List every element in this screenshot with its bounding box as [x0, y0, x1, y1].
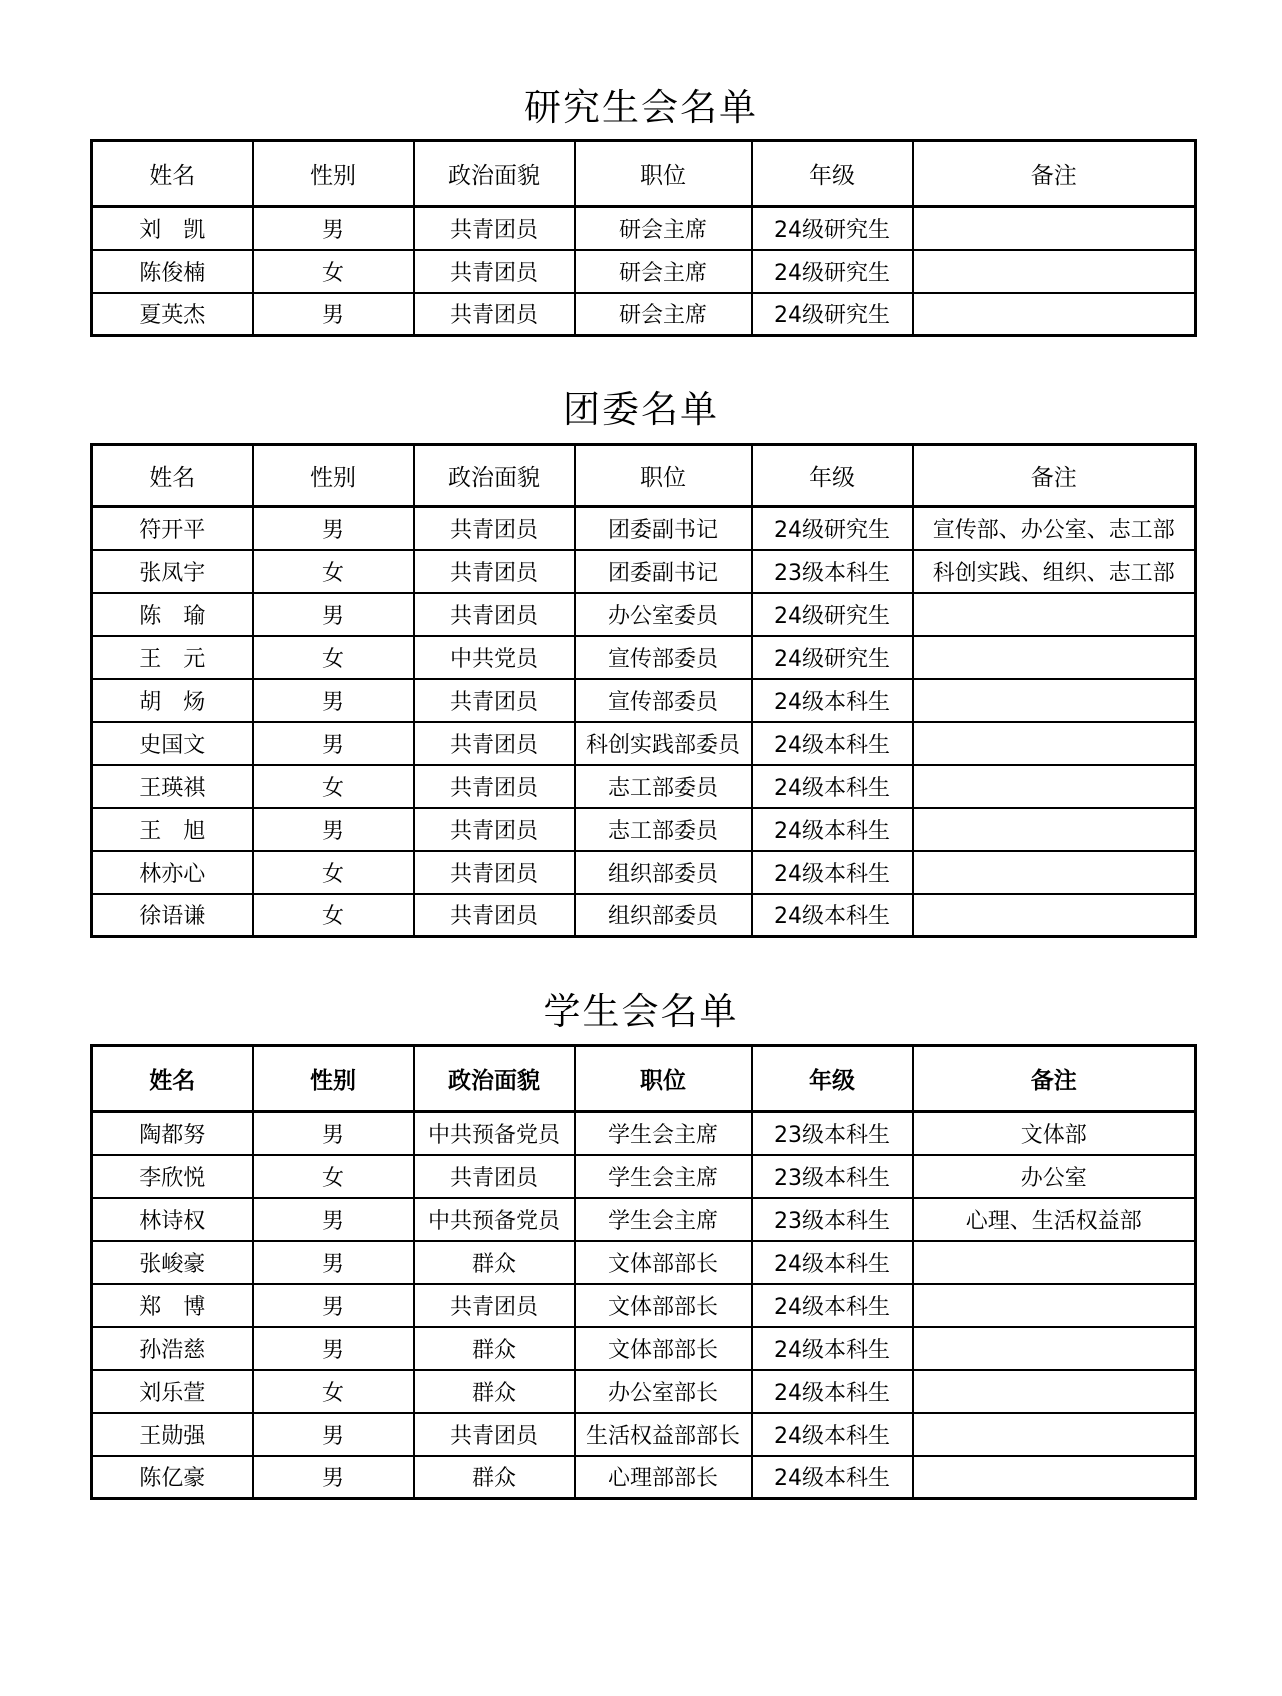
column-header-remarks: 备注: [913, 445, 1196, 507]
grade-cell: 23级本科生: [752, 1155, 913, 1198]
column-header-gender: 性别: [253, 141, 414, 207]
column-header-position: 职位: [575, 445, 752, 507]
column-header-remarks: 备注: [913, 1046, 1196, 1112]
table-row: [92, 679, 1196, 722]
remarks-cell: [913, 808, 1196, 851]
column-header-position: 职位: [575, 141, 752, 207]
name-cell: 王勋强: [92, 1413, 253, 1456]
remarks-cell: [913, 679, 1196, 722]
table-row: [92, 550, 1196, 593]
table-row: [92, 293, 1196, 336]
grade-cell: 24级研究生: [752, 507, 913, 550]
table-body: [92, 507, 1196, 937]
remarks-cell: [913, 250, 1196, 293]
gender-cell: 女: [253, 851, 414, 894]
grade-cell: 24级本科生: [752, 808, 913, 851]
position-cell: 研会主席: [575, 293, 752, 336]
gender-cell: 男: [253, 808, 414, 851]
column-header-grade: 年级: [752, 445, 913, 507]
name-cell: 刘乐萱: [92, 1370, 253, 1413]
political-status-cell: 共青团员: [414, 722, 575, 765]
political-status-cell: 共青团员: [414, 894, 575, 937]
column-header-gender: 性别: [253, 1046, 414, 1112]
name-cell: 徐语谦: [92, 894, 253, 937]
position-cell: 宣传部委员: [575, 679, 752, 722]
grade-cell: 24级研究生: [752, 293, 913, 336]
political-status-cell: 共青团员: [414, 593, 575, 636]
remarks-cell: 办公室: [913, 1155, 1196, 1198]
remarks-cell: [913, 894, 1196, 937]
position-cell: 志工部委员: [575, 808, 752, 851]
political-status-cell: 共青团员: [414, 765, 575, 808]
grade-cell: 24级研究生: [752, 250, 913, 293]
youth-league-table: [90, 443, 1197, 938]
position-cell: 学生会主席: [575, 1198, 752, 1241]
remarks-cell: [913, 1456, 1196, 1499]
position-cell: 志工部委员: [575, 765, 752, 808]
remarks-cell: [913, 1327, 1196, 1370]
column-header-gender: 性别: [253, 445, 414, 507]
political-status-cell: 共青团员: [414, 808, 575, 851]
section-title-student-union: 学生会名单: [543, 990, 739, 1033]
remarks-cell: [913, 636, 1196, 679]
political-status-cell: 群众: [414, 1327, 575, 1370]
remarks-cell: [913, 1241, 1196, 1284]
political-status-cell: 共青团员: [414, 250, 575, 293]
table-row: [92, 808, 1196, 851]
name-cell: 王瑛祺: [92, 765, 253, 808]
name-cell: 陈俊楠: [92, 250, 253, 293]
table-row: [92, 207, 1196, 250]
grade-cell: 24级本科生: [752, 894, 913, 937]
position-cell: 生活权益部部长: [575, 1413, 752, 1456]
table-row: [92, 1370, 1196, 1413]
student-union-table: [90, 1044, 1197, 1500]
political-status-cell: 共青团员: [414, 1413, 575, 1456]
grade-cell: 24级本科生: [752, 679, 913, 722]
political-status-cell: 共青团员: [414, 1155, 575, 1198]
position-cell: 团委副书记: [575, 550, 752, 593]
table-row: [92, 507, 1196, 550]
political-status-cell: 中共党员: [414, 636, 575, 679]
gender-cell: 男: [253, 1112, 414, 1155]
grade-cell: 24级本科生: [752, 722, 913, 765]
political-status-cell: 群众: [414, 1241, 575, 1284]
table-row: [92, 593, 1196, 636]
column-header-position: 职位: [575, 1046, 752, 1112]
position-cell: 文体部部长: [575, 1327, 752, 1370]
gender-cell: 男: [253, 1413, 414, 1456]
grade-cell: 24级研究生: [752, 207, 913, 250]
column-header-political-status: 政治面貌: [414, 141, 575, 207]
political-status-cell: 共青团员: [414, 207, 575, 250]
position-cell: 办公室部长: [575, 1370, 752, 1413]
name-cell: 孙浩慈: [92, 1327, 253, 1370]
table-row: [92, 1284, 1196, 1327]
position-cell: 办公室委员: [575, 593, 752, 636]
name-cell: 符开平: [92, 507, 253, 550]
name-cell: 林诗权: [92, 1198, 253, 1241]
gender-cell: 女: [253, 1155, 414, 1198]
table-header-row: [92, 1046, 1196, 1112]
name-cell: 陈亿豪: [92, 1456, 253, 1499]
gender-cell: 男: [253, 1198, 414, 1241]
name-cell: 胡 炀: [92, 679, 253, 722]
position-cell: 文体部部长: [575, 1284, 752, 1327]
grade-cell: 23级本科生: [752, 550, 913, 593]
remarks-cell: [913, 207, 1196, 250]
name-cell: 夏英杰: [92, 293, 253, 336]
table-row: [92, 765, 1196, 808]
remarks-cell: [913, 593, 1196, 636]
grade-cell: 23级本科生: [752, 1198, 913, 1241]
column-header-grade: 年级: [752, 141, 913, 207]
grade-cell: 24级研究生: [752, 593, 913, 636]
political-status-cell: 中共预备党员: [414, 1112, 575, 1155]
gender-cell: 女: [253, 1370, 414, 1413]
position-cell: 心理部部长: [575, 1456, 752, 1499]
table-row: [92, 722, 1196, 765]
grade-cell: 24级本科生: [752, 1456, 913, 1499]
gender-cell: 男: [253, 293, 414, 336]
grade-cell: 24级本科生: [752, 1413, 913, 1456]
name-cell: 林亦心: [92, 851, 253, 894]
table-header-row: [92, 445, 1196, 507]
table-row: [92, 1241, 1196, 1284]
grade-cell: 24级本科生: [752, 765, 913, 808]
table-row: [92, 250, 1196, 293]
graduate-union-table: [90, 139, 1197, 337]
position-cell: 研会主席: [575, 250, 752, 293]
gender-cell: 女: [253, 250, 414, 293]
gender-cell: 男: [253, 507, 414, 550]
remarks-cell: 心理、生活权益部: [913, 1198, 1196, 1241]
position-cell: 组织部委员: [575, 851, 752, 894]
section-title-graduate-union: 研究生会名单: [524, 86, 758, 129]
position-cell: 研会主席: [575, 207, 752, 250]
political-status-cell: 共青团员: [414, 1284, 575, 1327]
remarks-cell: [913, 851, 1196, 894]
grade-cell: 24级本科生: [752, 1370, 913, 1413]
column-header-remarks: 备注: [913, 141, 1196, 207]
name-cell: 王 元: [92, 636, 253, 679]
remarks-cell: [913, 1370, 1196, 1413]
position-cell: 宣传部委员: [575, 636, 752, 679]
name-cell: 张凤宇: [92, 550, 253, 593]
grade-cell: 24级本科生: [752, 1327, 913, 1370]
column-header-name: 姓名: [92, 445, 253, 507]
name-cell: 王 旭: [92, 808, 253, 851]
political-status-cell: 群众: [414, 1370, 575, 1413]
position-cell: 科创实践部委员: [575, 722, 752, 765]
name-cell: 李欣悦: [92, 1155, 253, 1198]
remarks-cell: [913, 293, 1196, 336]
political-status-cell: 共青团员: [414, 550, 575, 593]
remarks-cell: [913, 765, 1196, 808]
gender-cell: 男: [253, 207, 414, 250]
political-status-cell: 群众: [414, 1456, 575, 1499]
gender-cell: 男: [253, 1456, 414, 1499]
table-row: [92, 1413, 1196, 1456]
remarks-cell: 宣传部、办公室、志工部: [913, 507, 1196, 550]
grade-cell: 24级本科生: [752, 1284, 913, 1327]
table-row: [92, 1112, 1196, 1155]
position-cell: 文体部部长: [575, 1241, 752, 1284]
table-row: [92, 1327, 1196, 1370]
gender-cell: 女: [253, 894, 414, 937]
gender-cell: 男: [253, 1241, 414, 1284]
name-cell: 陈 瑜: [92, 593, 253, 636]
position-cell: 组织部委员: [575, 894, 752, 937]
gender-cell: 男: [253, 1327, 414, 1370]
table-header-row: [92, 141, 1196, 207]
gender-cell: 男: [253, 722, 414, 765]
position-cell: 学生会主席: [575, 1112, 752, 1155]
position-cell: 团委副书记: [575, 507, 752, 550]
political-status-cell: 共青团员: [414, 679, 575, 722]
position-cell: 学生会主席: [575, 1155, 752, 1198]
remarks-cell: [913, 1284, 1196, 1327]
political-status-cell: 共青团员: [414, 851, 575, 894]
name-cell: 张峻豪: [92, 1241, 253, 1284]
gender-cell: 男: [253, 593, 414, 636]
column-header-political-status: 政治面貌: [414, 445, 575, 507]
name-cell: 郑 博: [92, 1284, 253, 1327]
name-cell: 史国文: [92, 722, 253, 765]
remarks-cell: [913, 722, 1196, 765]
section-title-youth-league: 团委名单: [563, 388, 719, 431]
table-row: [92, 894, 1196, 937]
table-row: [92, 1155, 1196, 1198]
grade-cell: 23级本科生: [752, 1112, 913, 1155]
table-row: [92, 1456, 1196, 1499]
gender-cell: 女: [253, 765, 414, 808]
political-status-cell: 共青团员: [414, 293, 575, 336]
remarks-cell: 科创实践、组织、志工部: [913, 550, 1196, 593]
column-header-name: 姓名: [92, 141, 253, 207]
table-body: [92, 1112, 1196, 1499]
gender-cell: 男: [253, 679, 414, 722]
table-row: [92, 851, 1196, 894]
remarks-cell: 文体部: [913, 1112, 1196, 1155]
name-cell: 陶都努: [92, 1112, 253, 1155]
column-header-grade: 年级: [752, 1046, 913, 1112]
grade-cell: 24级本科生: [752, 851, 913, 894]
column-header-political-status: 政治面貌: [414, 1046, 575, 1112]
table-body: [92, 207, 1196, 336]
political-status-cell: 共青团员: [414, 507, 575, 550]
table-row: [92, 1198, 1196, 1241]
table-row: [92, 636, 1196, 679]
remarks-cell: [913, 1413, 1196, 1456]
gender-cell: 男: [253, 1284, 414, 1327]
gender-cell: 女: [253, 636, 414, 679]
grade-cell: 24级本科生: [752, 1241, 913, 1284]
grade-cell: 24级研究生: [752, 636, 913, 679]
political-status-cell: 中共预备党员: [414, 1198, 575, 1241]
column-header-name: 姓名: [92, 1046, 253, 1112]
gender-cell: 女: [253, 550, 414, 593]
name-cell: 刘 凯: [92, 207, 253, 250]
